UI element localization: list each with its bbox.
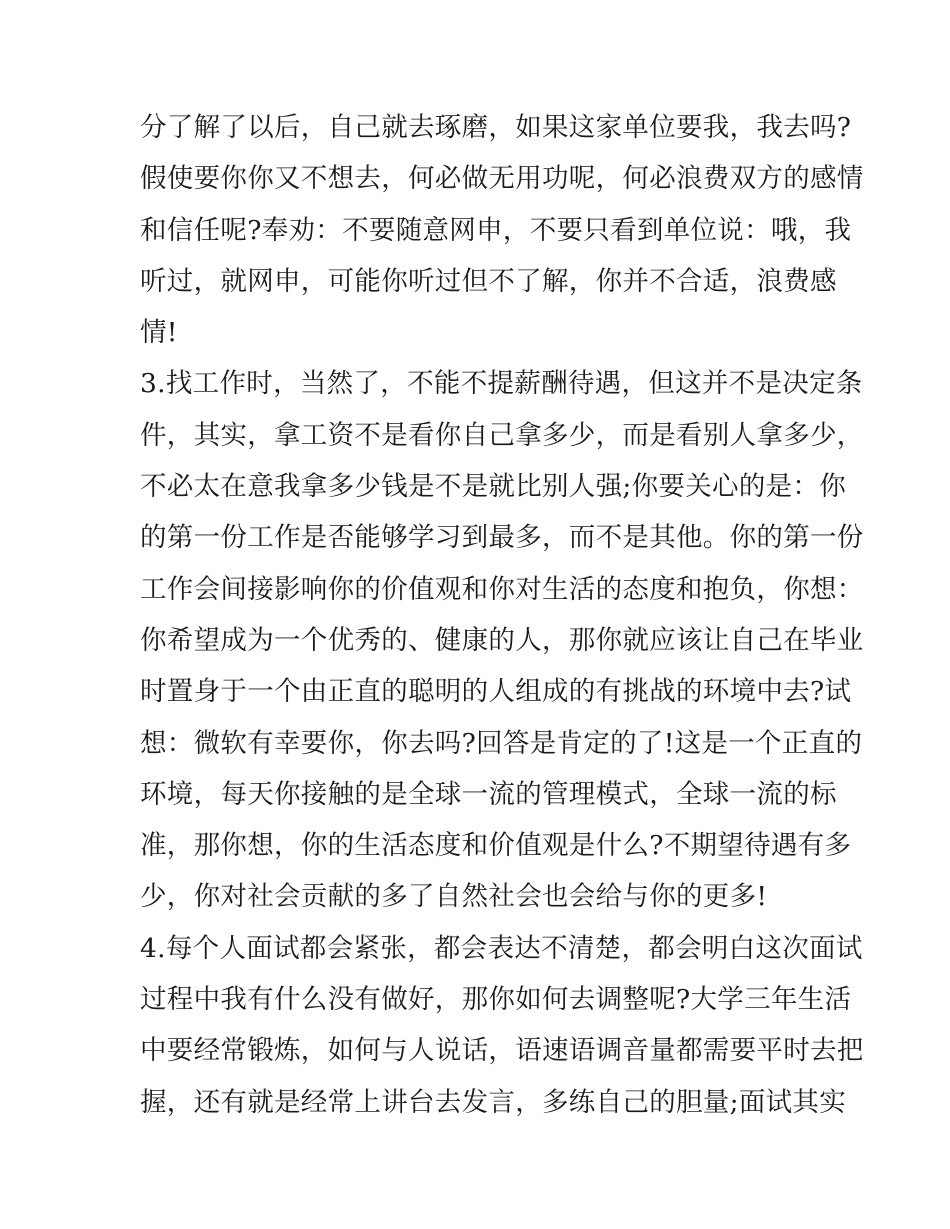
text-line: 时置身于一个由正直的聪明的人组成的有挑战的环境中去?试 — [140, 676, 852, 708]
text-line: 少，你对社会贡献的多了自然社会也会给与你的更多! — [140, 881, 768, 913]
text-line: 假使要你你又不想去，何必做无用功呢，何必浪费双方的感情 — [140, 163, 864, 195]
text-line: 想：微软有幸要你，你去吗?回答是肯定的了!这是一个正直的 — [140, 727, 863, 759]
text-line: 和信任呢?奉劝：不要随意网申，不要只看到单位说：哦，我 — [140, 214, 852, 246]
text-line: 件，其实，拿工资不是看你自己拿多少，而是看别人拿多少， — [140, 419, 864, 451]
document-body — [140, 102, 864, 1128]
text-line: 环境，每天你接触的是全球一流的管理模式，全球一流的标 — [140, 778, 837, 810]
text-line: 分了解了以后，自己就去琢磨，如果这家单位要我，我去吗? — [140, 112, 852, 143]
text-line: 3.找工作时，当然了，不能不提薪酬待遇，但这并不是决定条 — [140, 368, 863, 400]
text-line: 工作会间接影响你的价值观和你对生活的态度和抱负，你想： — [140, 573, 864, 605]
text-line: 过程中我有什么没有做好，那你如何去调整呢?大学三年生活 — [140, 984, 852, 1016]
text-line: 不必太在意我拿多少钱是不是就比别人强;你要关心的是：你 — [140, 471, 847, 503]
text-line: 听过，就网申，可能你听过但不了解，你并不合适，浪费感 — [140, 265, 837, 297]
text-line: 的第一份工作是否能够学习到最多，而不是其他。你的第一份 — [140, 522, 864, 554]
text-line: 准，那你想，你的生活态度和价值观是什么?不期望待遇有多 — [140, 830, 852, 862]
text-line: 情! — [140, 317, 178, 349]
text-line: 中要经常锻炼，如何与人说话，语速语调音量都需要平时去把 — [140, 1035, 864, 1067]
text-line: 4.每个人面试都会紧张，都会表达不清楚，都会明白这次面试 — [140, 932, 863, 964]
text-line: 你希望成为一个优秀的、健康的人，那你就应该让自己在毕业 — [140, 624, 864, 656]
text-line: 握，还有就是经常上讲台去发言，多练自己的胆量;面试其实 — [140, 1086, 847, 1118]
